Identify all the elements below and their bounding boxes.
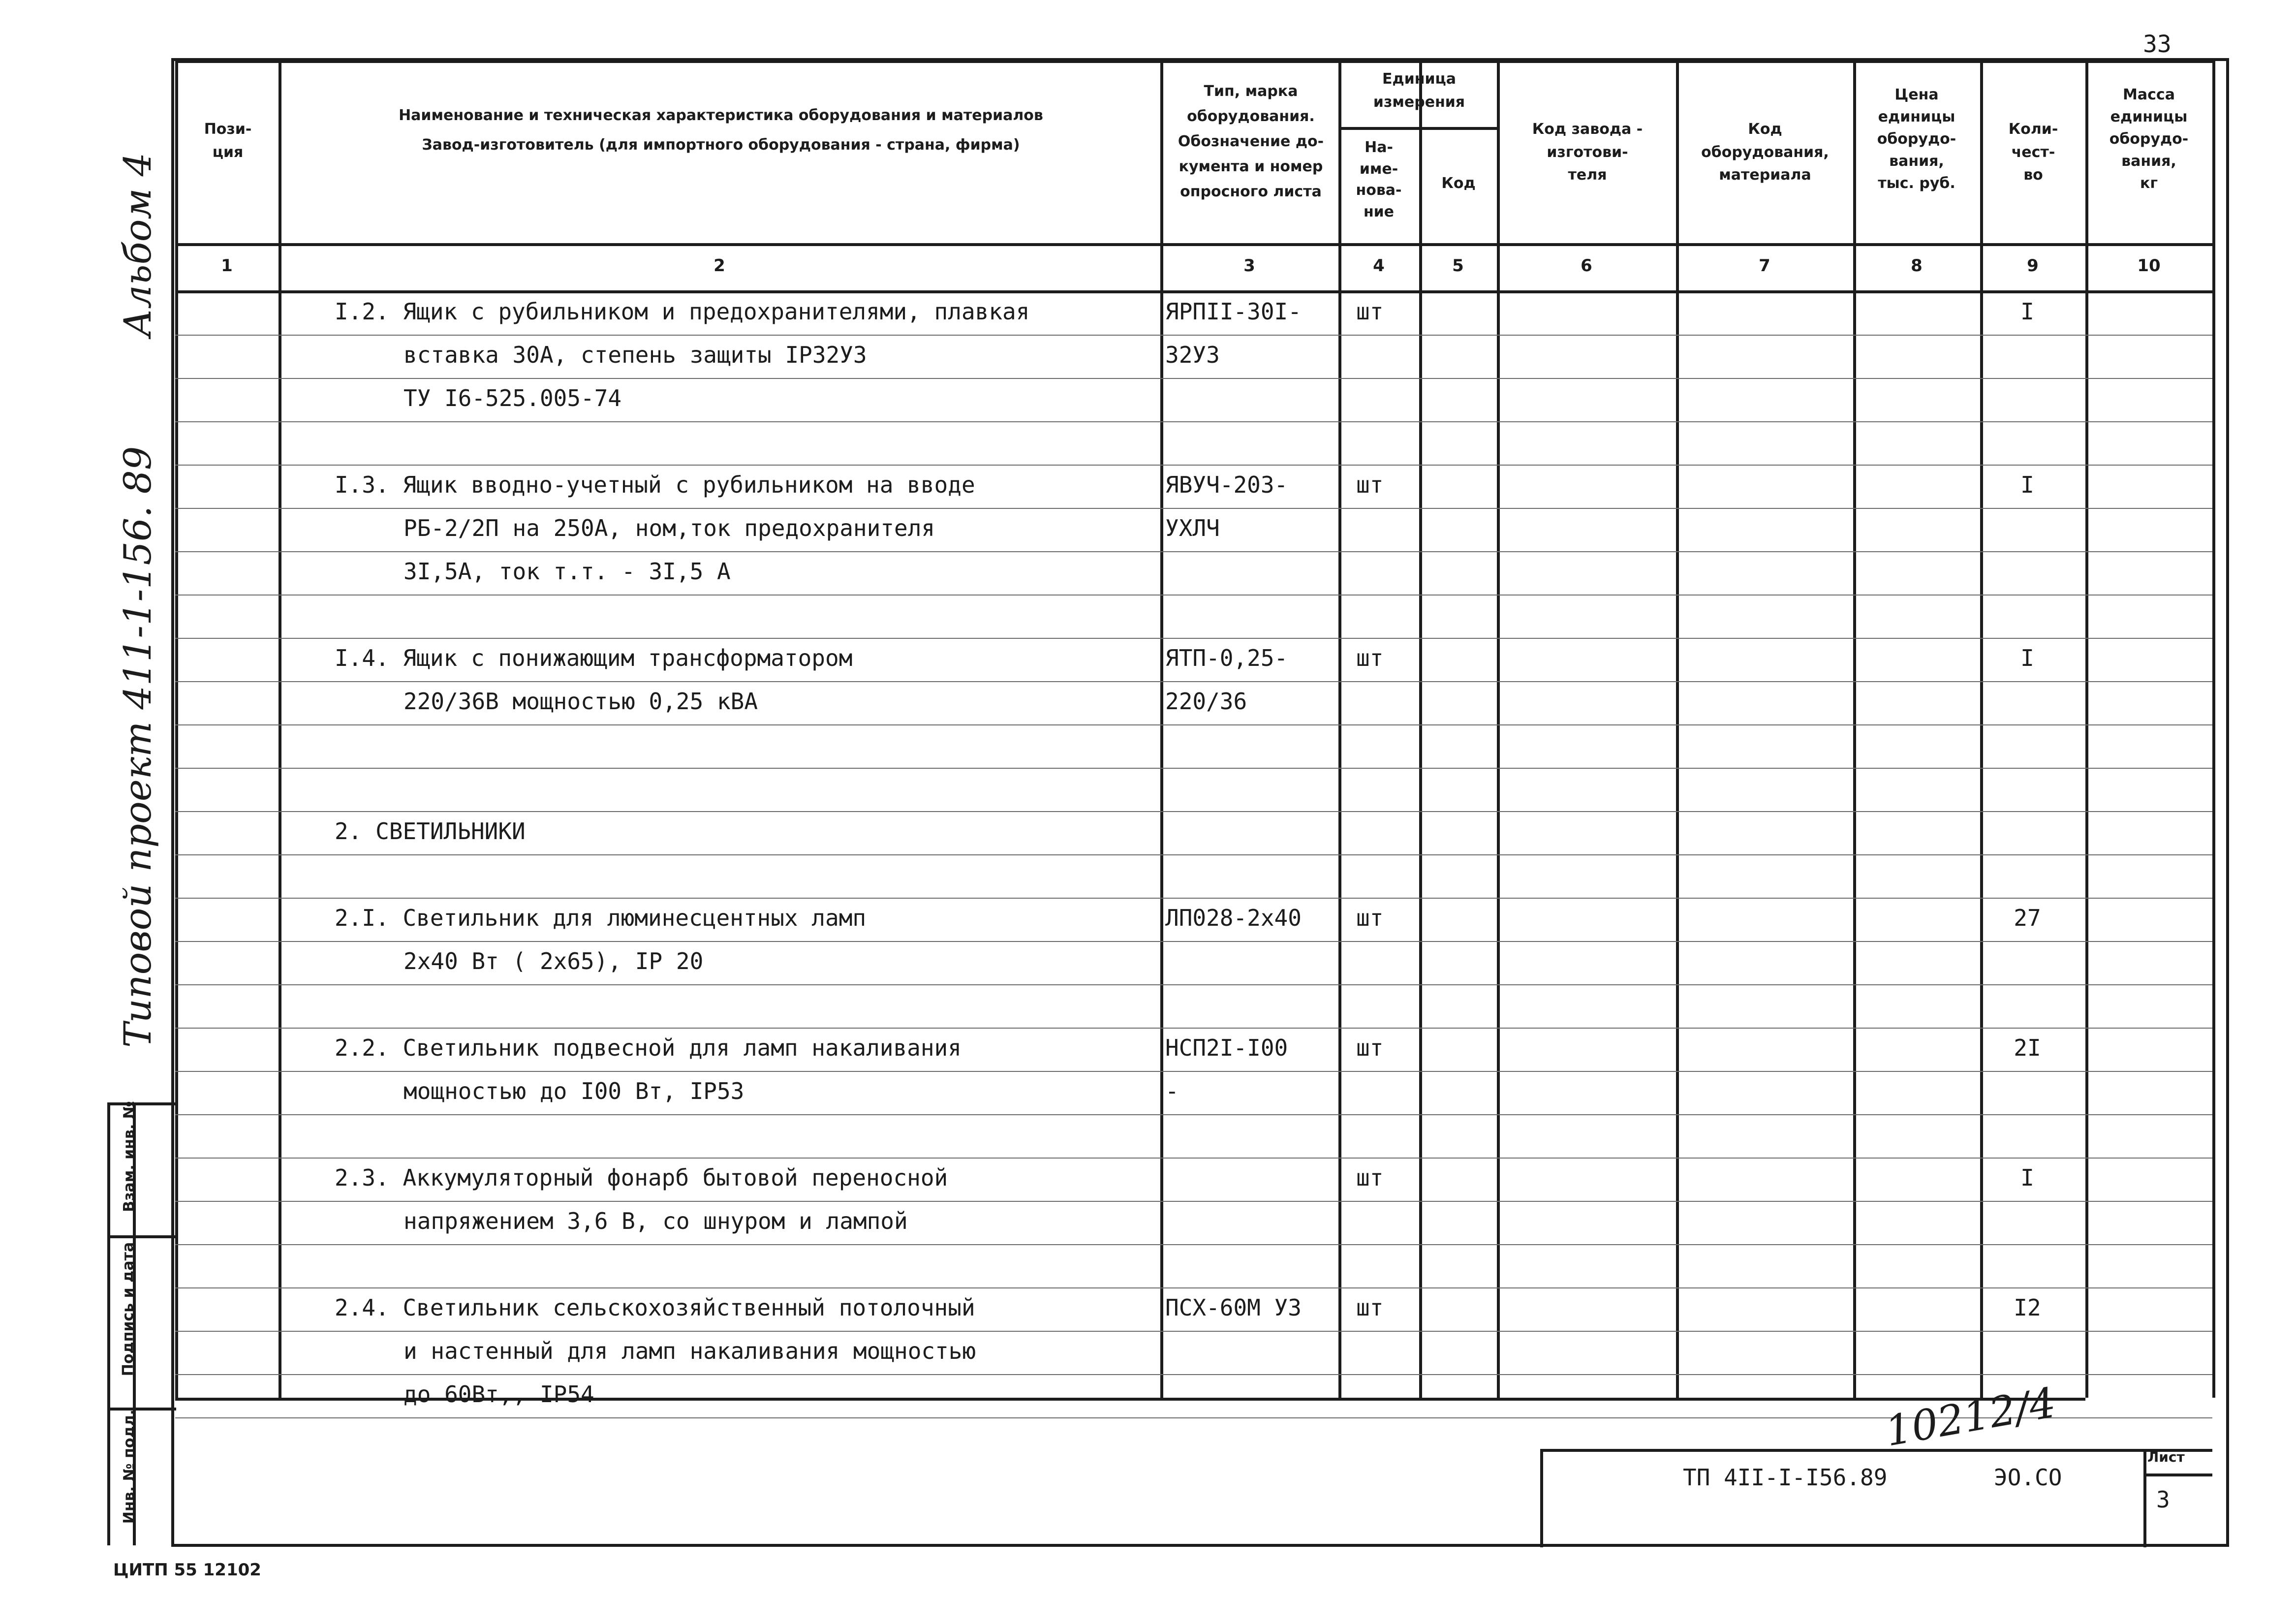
- row-type: НСП2I-I00: [1165, 1035, 1288, 1061]
- stamp-divider: [107, 1235, 176, 1238]
- row-rule: [175, 1028, 2212, 1029]
- row-rule: [175, 1374, 2212, 1375]
- header-plant-code: Код завода - изготови- теля: [1532, 121, 1643, 184]
- row-rule: [175, 681, 2212, 682]
- row-name: 2.I. Светильник для люминесцентных ламп: [335, 905, 867, 931]
- row-type: УХЛЧ: [1165, 515, 1220, 541]
- document-mark: ЭО.СО: [1994, 1464, 2062, 1491]
- header-type: Тип, марка оборудования. Обозначение до- кумента и номер опросного листа: [1178, 83, 1324, 200]
- row-rule: [175, 421, 2212, 422]
- row-rule: [175, 1114, 2212, 1115]
- header-mass: Масса единицы оборудо- вания, кг: [2109, 86, 2189, 192]
- header-unit-code: Код: [1441, 175, 1476, 192]
- row-unit: шт: [1356, 905, 1384, 931]
- row-name: 2.2. Светильник подвесной для ламп накаливания: [335, 1035, 962, 1061]
- row-rule: [175, 335, 2212, 336]
- row-name: напряжением 3,6 В, со шнуром и лампой: [403, 1208, 908, 1234]
- title-block-sheet-divider: [2143, 1449, 2146, 1547]
- row-name: мощностью до I00 Вт, IP53: [403, 1078, 745, 1104]
- title-block-sheet-rule: [2143, 1474, 2212, 1476]
- column-number: 9: [2027, 256, 2039, 276]
- row-qty: 27: [2014, 905, 2041, 931]
- row-name: 2.4. Светильник сельскохозяйственный потолочный: [335, 1294, 975, 1321]
- row-rule: [175, 551, 2212, 552]
- row-name: 220/36В мощностью 0,25 кВА: [403, 688, 758, 715]
- column-number: 5: [1452, 256, 1464, 276]
- column-number: 4: [1373, 256, 1385, 276]
- row-rule: [175, 898, 2212, 899]
- header-bottom-rule: [175, 243, 2212, 246]
- row-rule: [175, 1071, 2212, 1072]
- column-number: 1: [221, 256, 233, 276]
- sheet-label: Лист: [2147, 1449, 2185, 1465]
- row-type: ЛП028-2х40: [1165, 905, 1302, 931]
- column-number: 7: [1759, 256, 1770, 276]
- project-label: Типовой проект 411-1-156. 89: [116, 446, 159, 1048]
- row-name: и настенный для ламп накаливания мощностью: [403, 1338, 976, 1364]
- row-name: I.4. Ящик с понижающим трансформатором: [335, 645, 853, 671]
- row-rule: [175, 465, 2212, 466]
- number-row-rule: [175, 290, 2212, 293]
- row-rule: [175, 1244, 2212, 1245]
- header-position: Пози- ция: [204, 121, 252, 161]
- column-number: 10: [2137, 256, 2161, 276]
- document-code: ТП 4II-I-I56.89: [1683, 1464, 1888, 1491]
- row-name: 2. СВЕТИЛЬНИКИ: [335, 818, 526, 845]
- row-name: вставка 30А, степень защиты IP32У3: [403, 342, 867, 368]
- title-block-left: [1540, 1449, 1543, 1547]
- row-rule: [175, 638, 2212, 639]
- row-name: до 60Вт,, IP54: [403, 1381, 594, 1408]
- row-unit: шт: [1356, 1035, 1384, 1061]
- row-unit: шт: [1356, 1294, 1384, 1321]
- row-rule: [175, 1331, 2212, 1332]
- table-bottom-rule-left: [175, 1398, 1420, 1401]
- row-qty: I2: [2014, 1294, 2041, 1321]
- stamp-signature-date: Подпись и дата: [120, 1242, 137, 1377]
- row-unit: шт: [1356, 645, 1384, 671]
- sheet-number: 3: [2156, 1486, 2170, 1513]
- row-name: РБ-2/2П на 250А, ном,ток предохранителя: [403, 515, 935, 541]
- title-block-top: [1540, 1449, 2212, 1452]
- row-rule: [175, 1201, 2212, 1202]
- header-name: Наименование и техническая характеристика оборудования и материалов Завод-изготовитель (для импортного оборудования - страна, фирма): [399, 107, 1043, 154]
- row-rule: [175, 378, 2212, 379]
- footer-code: ЦИТП 55 12102: [113, 1560, 261, 1580]
- column-divider: [2212, 60, 2215, 1398]
- row-name: 3I,5А, ток т.т. - 3I,5 А: [403, 558, 731, 585]
- row-rule: [175, 984, 2212, 985]
- row-unit: шт: [1356, 298, 1384, 325]
- row-type: ЯВУЧ-203-: [1165, 471, 1288, 498]
- row-name: 2х40 Вт ( 2х65), IP 20: [403, 948, 704, 974]
- row-rule: [175, 595, 2212, 596]
- row-type: -: [1165, 1078, 1179, 1104]
- stamp-divider: [107, 1102, 176, 1105]
- row-rule: [175, 724, 2212, 725]
- row-rule: [175, 768, 2212, 769]
- column-number: 8: [1911, 256, 1923, 276]
- page-number: 33: [2143, 31, 2172, 58]
- row-type: 32У3: [1165, 342, 1220, 368]
- row-rule: [175, 1158, 2212, 1159]
- row-rule: [175, 811, 2212, 812]
- table-top-rule: [175, 60, 2212, 63]
- row-qty: I: [2020, 645, 2034, 671]
- stamp-divider: [107, 1408, 176, 1411]
- row-name: 2.3. Аккумуляторный фонарб бытовой переносной: [335, 1164, 948, 1191]
- column-number: 3: [1243, 256, 1255, 276]
- stamp-replaced-inv: Взам. инв. №: [121, 1101, 138, 1212]
- row-type: 220/36: [1165, 688, 1247, 715]
- row-type: ПСХ-60М У3: [1165, 1294, 1302, 1321]
- row-rule: [175, 508, 2212, 509]
- drawing-frame: [171, 58, 2229, 1547]
- row-name: ТУ I6-525.005-74: [403, 385, 622, 411]
- header-price: Цена единицы оборудо- вания, тыс. руб.: [1877, 86, 1956, 192]
- header-unit: Единица измерения: [1373, 70, 1465, 111]
- header-quantity: Коли- чест- во: [2008, 121, 2058, 184]
- row-name: I.2. Ящик с рубильником и предохранителями, плавкая: [335, 298, 1030, 325]
- unit-subheader-rule: [1338, 127, 1497, 130]
- archive-number-handwritten: 10212/4: [1882, 1378, 2059, 1456]
- row-name: I.3. Ящик вводно-учетный с рубильником на вводе: [335, 471, 975, 498]
- stamp-divider: [107, 1102, 110, 1545]
- row-qty: 2I: [2014, 1035, 2041, 1061]
- column-number: 2: [714, 256, 725, 276]
- stamp-original-inv: Инв. № подл.: [121, 1409, 138, 1524]
- row-qty: I: [2020, 1164, 2034, 1191]
- column-number: 6: [1581, 256, 1592, 276]
- header-unit-name: На- име- нова- ние: [1356, 139, 1402, 220]
- row-unit: шт: [1356, 1164, 1384, 1191]
- row-rule: [175, 1287, 2212, 1288]
- row-qty: I: [2020, 298, 2034, 325]
- row-unit: шт: [1356, 471, 1384, 498]
- row-rule: [175, 941, 2212, 942]
- header-equipment-code: Код оборудования, материала: [1701, 121, 1829, 184]
- row-type: ЯТП-0,25-: [1165, 645, 1288, 671]
- row-qty: I: [2020, 471, 2034, 498]
- row-rule: [175, 854, 2212, 855]
- album-label: Альбом 4: [116, 153, 159, 337]
- row-type: ЯРПII-30I-: [1165, 298, 1302, 325]
